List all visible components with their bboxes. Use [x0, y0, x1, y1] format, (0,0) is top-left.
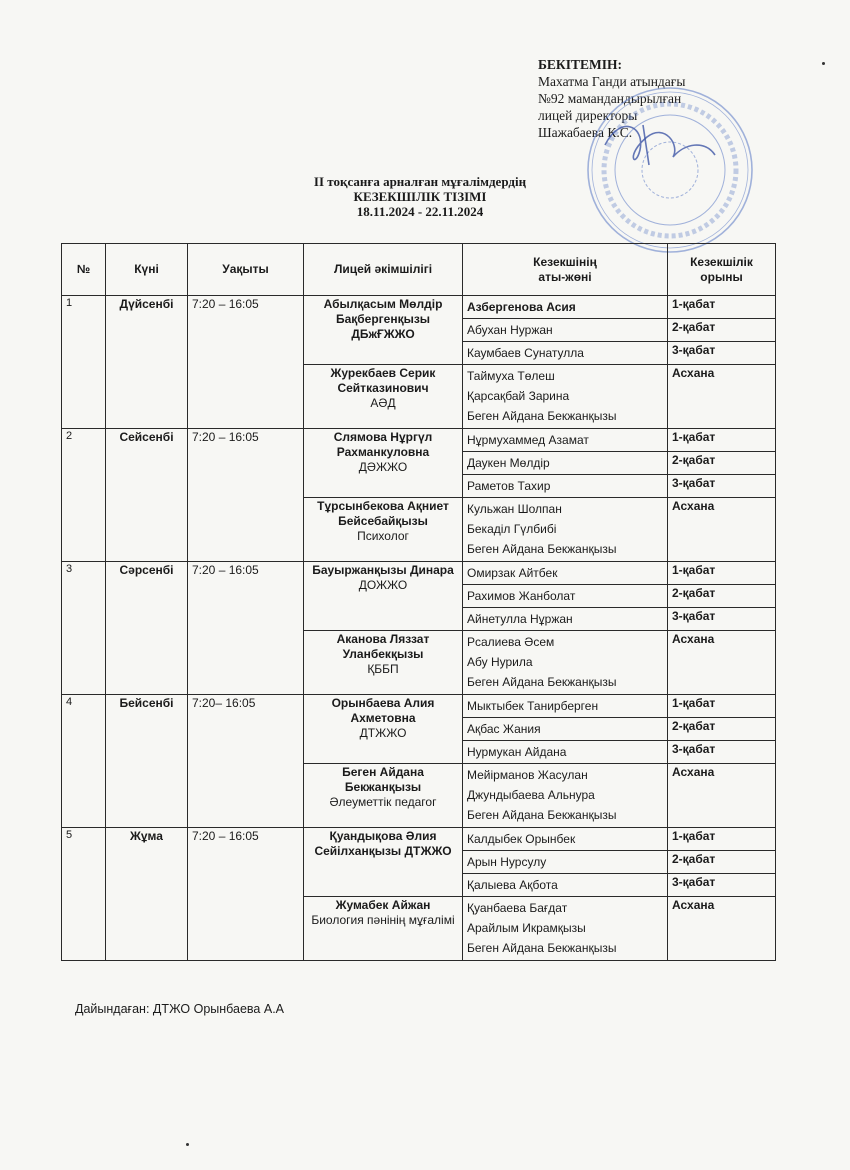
admin-name: Қуандықова Әлия Сейілханқызы ДТЖЖО [314, 829, 452, 858]
duty-place: 3-қабат [668, 475, 776, 498]
title-dates: 18.11.2024 - 22.11.2024 [356, 204, 484, 219]
duty-teacher: Омирзак Айтбек [463, 562, 668, 585]
admin-cell [304, 498, 463, 562]
duty-place: 1-қабат [668, 562, 776, 585]
table-row [62, 296, 776, 319]
day-number: 3 [62, 562, 106, 695]
canteen-teacher: Беген Айдана Бекжанқызы [467, 542, 617, 556]
admin-cell [304, 897, 463, 961]
admin-cell [304, 695, 463, 764]
official-stamp [585, 85, 755, 255]
approval-line: Махатма Ганди атындағы [538, 74, 686, 89]
scan-speck [186, 1143, 189, 1146]
admin-role: Әлеуметтік педагог [329, 795, 437, 809]
scan-speck [822, 62, 825, 65]
day-time: 7:20– 16:05 [188, 695, 304, 828]
admin-name: Беген Айдана Бекжанқызы [342, 765, 424, 794]
header-place-line: Кезекшілік [690, 254, 753, 269]
duty-place: 3-қабат [668, 608, 776, 631]
approval-line: лицей директоры [538, 108, 638, 123]
duty-place: Асхана [668, 498, 776, 562]
admin-name: Бауыржанқызы Динара [312, 563, 454, 577]
header-admin: Лицей әкімшілігі [304, 244, 463, 296]
canteen-teacher: Беген Айдана Бекжанқызы [467, 409, 617, 423]
canteen-duty-list [463, 498, 668, 562]
day-number: 2 [62, 429, 106, 562]
approval-line: №92 мамандандырылған [538, 91, 682, 106]
duty-teacher: Абухан Нуржан [463, 319, 668, 342]
admin-role: АӘД [370, 396, 396, 410]
admin-cell [304, 429, 463, 498]
canteen-duty-list [463, 365, 668, 429]
duty-teacher: Арын Нурсулу [463, 851, 668, 874]
duty-place: 2-қабат [668, 718, 776, 741]
header-place [668, 244, 776, 296]
canteen-duty-list [463, 764, 668, 828]
admin-role: ДӘЖЖО [358, 460, 408, 474]
header-duty-line: аты-жөні [538, 269, 592, 284]
admin-cell [304, 764, 463, 828]
day-name: Бейсенбі [106, 695, 188, 828]
canteen-teacher: Мейірманов Жасулан [467, 768, 588, 782]
admin-cell [304, 828, 463, 897]
duty-place: 1-қабат [668, 828, 776, 851]
duty-teacher: Рахимов Жанболат [463, 585, 668, 608]
canteen-teacher: Таймуха Төлеш [467, 369, 555, 383]
canteen-teacher: Арайлым Икрамқызы [467, 921, 586, 935]
canteen-teacher: Бекаділ Гүлбибі [467, 522, 557, 536]
canteen-teacher: Беген Айдана Бекжанқызы [467, 808, 617, 822]
day-time: 7:20 – 16:05 [188, 429, 304, 562]
duty-teacher: Даукен Мөлдір [463, 452, 668, 475]
duty-place: 1-қабат [668, 695, 776, 718]
header-duty [463, 244, 668, 296]
day-time: 7:20 – 16:05 [188, 296, 304, 429]
table-row [62, 828, 776, 851]
day-time: 7:20 – 16:05 [188, 562, 304, 695]
title-line: ІІ тоқсанға арналған мұғалімдердің [313, 174, 527, 189]
duty-teacher: Ақбас Жания [463, 718, 668, 741]
header-duty-line: Кезекшінің [533, 254, 597, 269]
day-number: 4 [62, 695, 106, 828]
duty-place: 2-қабат [668, 585, 776, 608]
admin-role: ДОЖЖО [358, 578, 408, 592]
table-row [62, 429, 776, 452]
approval-heading: БЕКІТЕМІН: [538, 57, 622, 72]
duty-schedule-table [61, 243, 776, 961]
admin-cell [304, 562, 463, 631]
day-name: Жұма [106, 828, 188, 961]
admin-name: Журекбаев Серик Сейтказинович [330, 366, 436, 395]
duty-teacher: Калдыбек Орынбек [463, 828, 668, 851]
admin-name: Тұрсынбекова Ақниет Бейсебайқызы [317, 499, 449, 528]
document-title [60, 174, 780, 219]
duty-teacher: Раметов Тахир [463, 475, 668, 498]
day-name: Сәрсенбі [106, 562, 188, 695]
duty-place: 3-қабат [668, 741, 776, 764]
day-number: 5 [62, 828, 106, 961]
duty-place: Асхана [668, 764, 776, 828]
canteen-duty-list [463, 631, 668, 695]
canteen-teacher: Абу Нурила [467, 655, 533, 669]
admin-name: Аканова Ляззат Уланбекқызы [336, 632, 430, 661]
table-row [62, 695, 776, 718]
duty-place: 2-қабат [668, 319, 776, 342]
admin-role: Психолог [357, 529, 409, 543]
admin-role: ДТЖЖО [359, 726, 407, 740]
canteen-teacher: Кульжан Шолпан [467, 502, 562, 516]
duty-place: 1-қабат [668, 296, 776, 319]
admin-name: Орынбаева Алия Ахметовна [331, 696, 435, 725]
duty-teacher: Мыктыбек Танирберген [463, 695, 668, 718]
canteen-teacher: Қуанбаева Бағдат [467, 901, 568, 915]
duty-teacher: Нурмукан Айдана [463, 741, 668, 764]
header-day: Күні [106, 244, 188, 296]
canteen-duty-list [463, 897, 668, 961]
day-name: Дүйсенбі [106, 296, 188, 429]
day-number: 1 [62, 296, 106, 429]
canteen-teacher: Қарсақбай Зарина [467, 389, 570, 403]
duty-teacher: Нұрмухаммед Азамат [463, 429, 668, 452]
duty-place: Асхана [668, 897, 776, 961]
admin-cell [304, 365, 463, 429]
canteen-teacher: Джундыбаева Альнура [467, 788, 595, 802]
canteen-teacher: Рсалиева Әсем [467, 635, 555, 649]
admin-name: Абылқасым Мөлдір Бақбергенқызы ДБжҒЖЖО [323, 297, 443, 341]
title-main: КЕЗЕКШІЛІК ТІЗІМІ [353, 189, 487, 204]
admin-cell [304, 296, 463, 365]
canteen-teacher: Беген Айдана Бекжанқызы [467, 941, 617, 955]
admin-role: ҚББП [367, 662, 399, 676]
header-num: № [62, 244, 106, 296]
duty-place: 3-қабат [668, 342, 776, 365]
duty-teacher: Қалыева Ақбота [463, 874, 668, 897]
duty-place: 3-қабат [668, 874, 776, 897]
approval-signatory: Шажабаева К.С. [538, 125, 633, 140]
stamp-rings [588, 88, 752, 252]
day-name: Сейсенбі [106, 429, 188, 562]
duty-place: 1-қабат [668, 429, 776, 452]
duty-teacher: Айнетулла Нұржан [463, 608, 668, 631]
admin-cell [304, 631, 463, 695]
admin-role: Биология пәнінің мұғалімі [311, 913, 455, 927]
duty-place: 2-қабат [668, 851, 776, 874]
duty-place: 2-қабат [668, 452, 776, 475]
duty-teacher: Азбергенова Асия [463, 296, 668, 319]
prepared-by: Дайындаған: ДТЖО Орынбаева А.А [75, 1002, 285, 1016]
admin-name: Жумабек Айжан [335, 898, 431, 912]
header-place-line: орыны [700, 269, 743, 284]
day-time: 7:20 – 16:05 [188, 828, 304, 961]
duty-place: Асхана [668, 631, 776, 695]
duty-teacher: Каумбаев Сунатулла [463, 342, 668, 365]
canteen-teacher: Беген Айдана Бекжанқызы [467, 675, 617, 689]
duty-place: Асхана [668, 365, 776, 429]
header-time: Уақыты [188, 244, 304, 296]
table-header-row [62, 244, 776, 296]
admin-name: Слямова Нұргүл Рахманкуловна [333, 430, 433, 459]
table-row [62, 562, 776, 585]
